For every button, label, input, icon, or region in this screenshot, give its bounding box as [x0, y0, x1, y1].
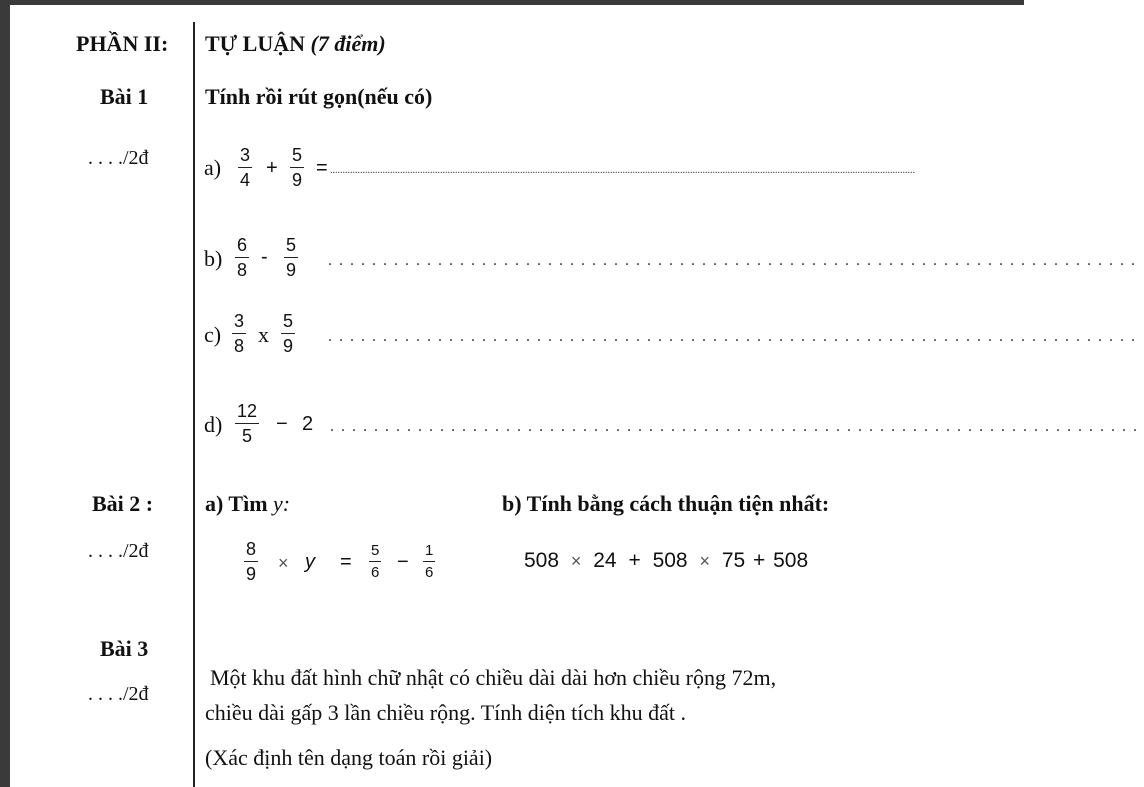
bai3-label: Bài 3: [100, 636, 149, 661]
denominator: 9: [246, 564, 257, 585]
part-a-text: a) Tìm: [205, 491, 268, 516]
page-top-border: [0, 0, 1024, 5]
section-title-text: TỰ LUẬN: [205, 31, 306, 56]
denominator: 9: [283, 336, 294, 357]
item-a-answer-line: ..........................................................................................................................................................................................................................................: [330, 165, 915, 176]
expr-b-term-1: 508: [524, 549, 560, 572]
bai3-line-1: Một khu đất hình chữ nhật có chiều dài dài hơn chiều rộng 72m,: [210, 665, 777, 690]
item-c-letter: c): [204, 322, 222, 347]
expr-b-times-1: ×: [570, 551, 582, 571]
item-b-fraction-1: [235, 235, 249, 280]
item-a-fraction-2: [290, 145, 304, 190]
numerator: 5: [292, 145, 303, 165]
item-d-fraction-1: [235, 401, 259, 446]
bai2-score: . . . ./2đ: [88, 540, 149, 562]
numerator: 5: [286, 235, 297, 255]
item-a-equals: =: [316, 157, 328, 179]
bai3-line-2: chiều dài gấp 3 lần chiều rộng. Tính diện tích khu đất .: [205, 700, 687, 725]
numerator: 12: [237, 401, 258, 421]
page-left-border: [0, 0, 10, 787]
section-label: PHẦN II:: [76, 31, 169, 56]
denominator: 8: [234, 336, 245, 357]
section-points: (7 điểm): [310, 31, 386, 56]
eq-a-variable: y: [305, 551, 315, 573]
bai2-part-b-title: b) Tính bằng cách thuận tiện nhất:: [502, 491, 830, 516]
numerator: 3: [240, 145, 251, 165]
expr-b-plus-2: +: [753, 549, 766, 572]
part-a-var: y:: [273, 491, 291, 516]
denominator: 8: [237, 260, 248, 281]
item-d-letter: d): [204, 412, 223, 437]
eq-a-fraction-1: [244, 539, 258, 584]
item-a-letter: a): [204, 155, 222, 180]
expr-b-plus-1: +: [628, 549, 641, 572]
numerator: 3: [234, 311, 245, 331]
eq-a-minus: −: [397, 551, 409, 573]
expr-b-term-5: 508: [773, 549, 809, 572]
eq-a-times: ×: [278, 553, 289, 573]
denominator: 9: [286, 260, 297, 281]
bai2-part-a-title: [205, 491, 290, 517]
denominator: 5: [242, 426, 253, 447]
numerator: 5: [371, 542, 380, 559]
expr-b-term-3: 508: [652, 549, 688, 572]
denominator: 6: [371, 564, 380, 582]
numerator: 1: [425, 542, 434, 559]
item-c-answer-line: ..........................................................................: [328, 328, 1142, 345]
item-d-operator: −: [276, 413, 288, 435]
eq-a-equals: =: [340, 551, 352, 573]
item-c-fraction-2: [281, 311, 295, 356]
item-b-letter: b): [204, 246, 223, 271]
denominator: 4: [240, 170, 251, 191]
column-divider: [193, 22, 195, 787]
item-b-answer-line: ..........................................................................: [328, 252, 1142, 269]
item-d-whole-number: 2: [302, 413, 314, 435]
bai3-line-3: (Xác định tên dạng toán rồi giải): [205, 745, 493, 770]
item-a-fraction-1: [238, 145, 252, 190]
bai1-instruction: Tính rồi rút gọn(nếu có): [205, 84, 433, 109]
item-c-fraction-1: [232, 311, 246, 356]
item-b-operator: -: [261, 246, 268, 268]
numerator: 6: [237, 235, 248, 255]
item-b-fraction-2: [284, 235, 298, 280]
item-c-operator: x: [258, 322, 269, 347]
expr-b-term-4: 75: [721, 549, 746, 572]
numerator: 5: [283, 311, 294, 331]
expr-b: [524, 549, 808, 573]
bai3-score: . . . ./2đ: [88, 683, 149, 705]
numerator: 8: [246, 539, 257, 559]
expr-b-term-2: 24: [593, 549, 617, 572]
bai2-label: Bài 2 :: [92, 491, 154, 516]
eq-a-fraction-2: [369, 542, 381, 581]
denominator: 9: [292, 170, 303, 191]
bai1-score: . . . ./2đ: [88, 147, 149, 169]
section-title: [205, 31, 386, 57]
denominator: 6: [425, 564, 434, 582]
item-a-operator: +: [266, 157, 278, 179]
item-d-answer-line: ..........................................................................: [330, 418, 1144, 435]
expr-b-times-2: ×: [699, 551, 710, 571]
eq-a-fraction-3: [423, 542, 435, 581]
bai1-label: Bài 1: [100, 84, 149, 109]
